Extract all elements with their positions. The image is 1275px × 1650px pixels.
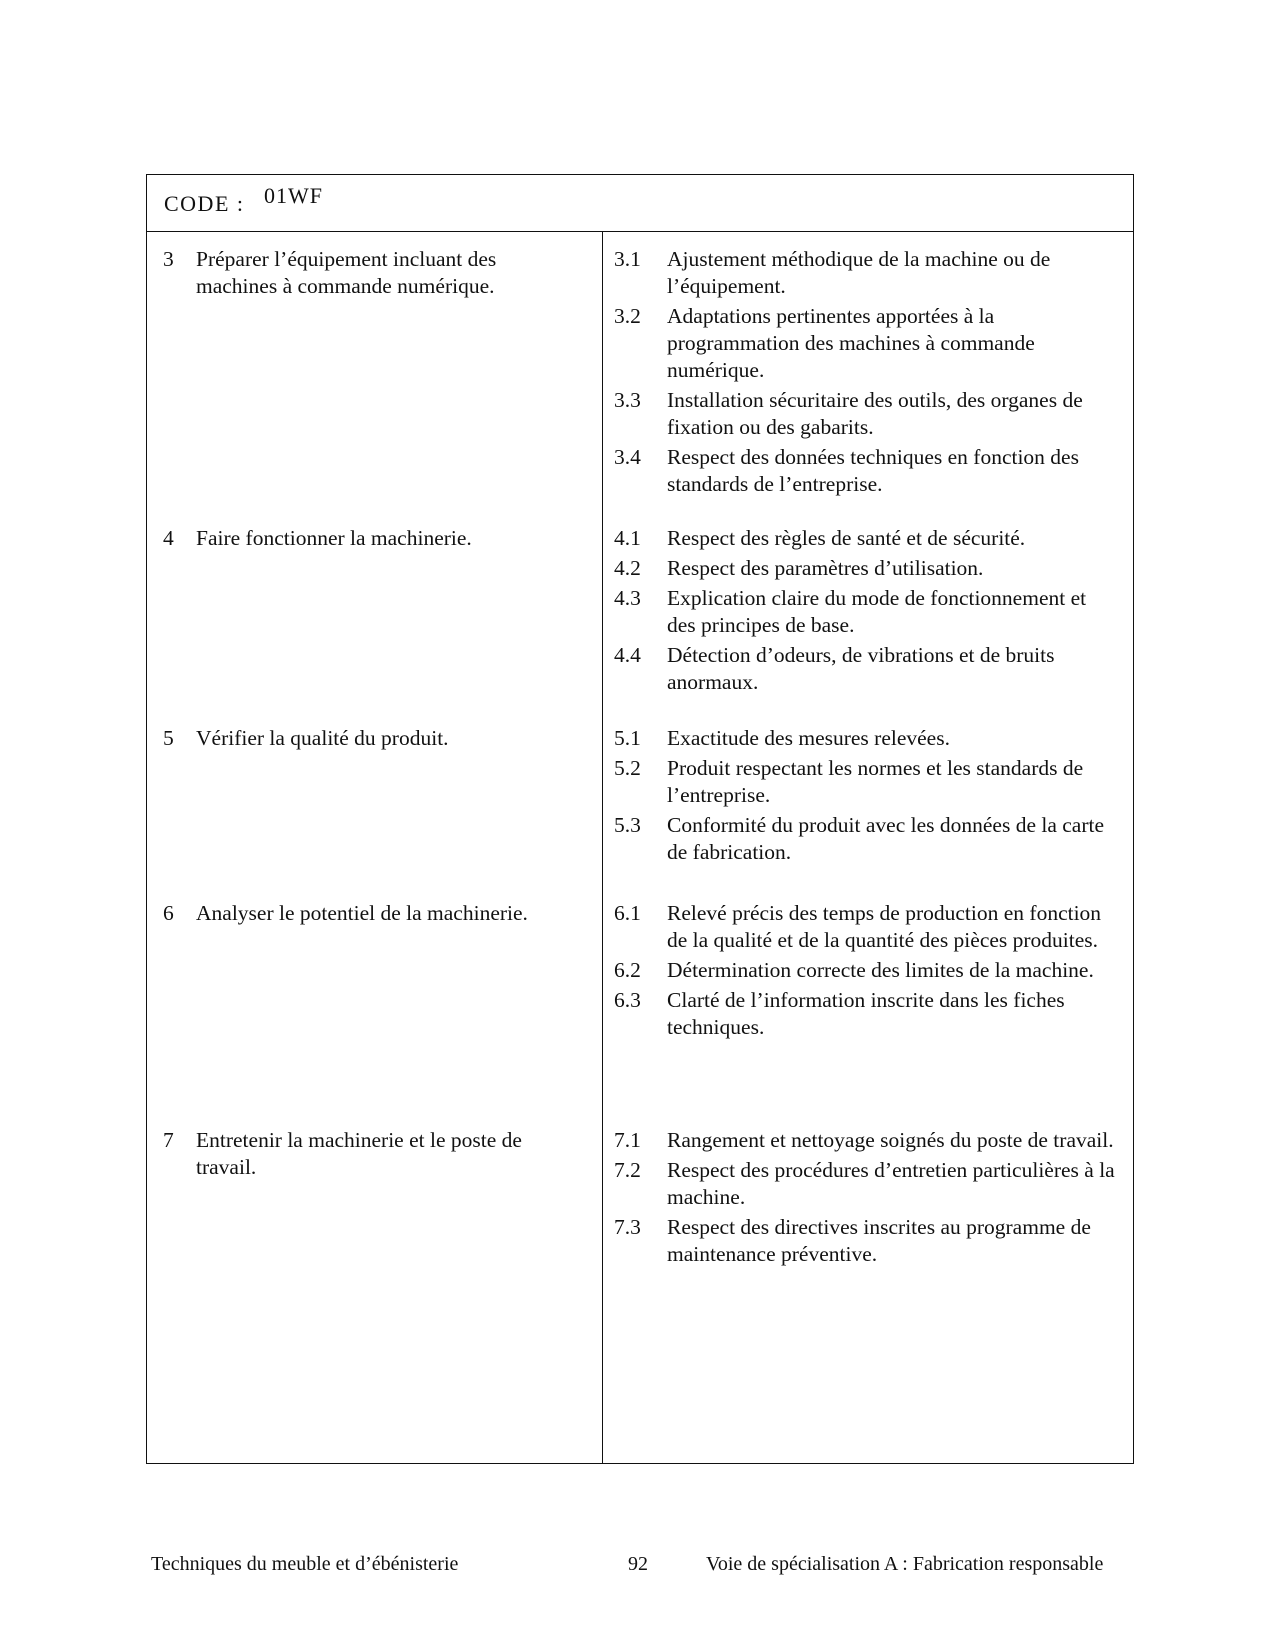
footer-specialization: Voie de spécialisation A : Fabrication responsable [706,1553,1104,1575]
element-number: 4 [163,526,174,550]
criterion-text: Ajustement méthodique de la machine ou de l’équipement. [667,247,1051,298]
performance-criteria [614,246,1119,501]
criterion-number: 3.4 [614,445,641,469]
criterion-text: Respect des directives inscrites au programme de maintenance préventive. [667,1215,1091,1266]
criterion-number: 4.3 [614,586,641,610]
criterion-item [614,1214,1119,1268]
code-label: CODE : [164,191,245,216]
criterion-number: 5.1 [614,726,641,750]
criterion-number: 3.1 [614,247,641,271]
footer-title: Techniques du meuble et d’ébénisterie [151,1553,459,1575]
criterion-number: 6.1 [614,901,641,925]
criterion-number: 7.1 [614,1128,641,1152]
criterion-text: Détection d’odeurs, de vibrations et de bruits anormaux. [667,643,1055,694]
element-text: Entretenir la machinerie et le poste de travail. [196,1128,522,1179]
criterion-text: Exactitude des mesures relevées. [667,726,950,750]
criterion-item [614,585,1119,639]
element-text: Vérifier la qualité du produit. [196,726,449,750]
criterion-text: Respect des procédures d’entretien particulières à la machine. [667,1158,1115,1209]
criterion-text: Respect des paramètres d’utilisation. [667,556,984,580]
criterion-number: 6.3 [614,988,641,1012]
criterion-number: 7.3 [614,1215,641,1239]
criterion-item [614,246,1119,300]
sections [147,175,1133,1463]
criterion-text: Rangement et nettoyage soignés du poste de travail. [667,1128,1114,1152]
criterion-text: Clarté de l’information inscrite dans les fiches techniques. [667,988,1065,1039]
criterion-number: 5.3 [614,813,641,837]
performance-criteria [614,525,1119,699]
criterion-item [614,987,1119,1041]
element-number: 6 [163,901,174,925]
criterion-item [614,555,1119,582]
element-text: Faire fonctionner la machinerie. [196,526,472,550]
criterion-number: 4.1 [614,526,641,550]
criterion-item [614,642,1119,696]
criterion-text: Détermination correcte des limites de la machine. [667,958,1094,982]
criterion-number: 3.2 [614,304,641,328]
criterion-number: 3.3 [614,388,641,412]
footer-page-number: 92 [628,1553,648,1575]
criterion-item [614,755,1119,809]
criterion-text: Relevé précis des temps de production en fonction de la qualité et de la quantité des pièces produites. [667,901,1102,952]
competency-table [146,174,1134,1464]
criterion-text: Respect des règles de santé et de sécurité. [667,526,1026,550]
criterion-item [614,900,1119,954]
criterion-number: 6.2 [614,958,641,982]
code-value: 01WF [264,183,323,208]
criterion-item [614,725,1119,752]
criterion-text: Produit respectant les normes et les standards de l’entreprise. [667,756,1084,807]
criterion-item [614,303,1119,384]
element-number: 3 [163,247,174,271]
criterion-number: 5.2 [614,756,641,780]
criterion-text: Adaptations pertinentes apportées à la programmation des machines à commande numérique. [667,304,1035,382]
performance-criteria [614,725,1119,869]
element-text: Préparer l’équipement incluant des machines à commande numérique. [196,247,497,298]
criterion-item [614,387,1119,441]
criterion-text: Respect des données techniques en fonction des standards de l’entreprise. [667,445,1079,496]
criterion-item [614,1127,1119,1154]
criterion-text: Installation sécuritaire des outils, des organes de fixation ou des gabarits. [667,388,1083,439]
criterion-item [614,957,1119,984]
element-number: 7 [163,1128,174,1152]
criterion-item [614,444,1119,498]
criterion-number: 4.2 [614,556,641,580]
criterion-item [614,1157,1119,1211]
element-text: Analyser le potentiel de la machinerie. [196,901,528,925]
element-number: 5 [163,726,174,750]
criterion-text: Explication claire du mode de fonctionnement et des principes de base. [667,586,1087,637]
criterion-text: Conformité du produit avec les données de la carte de fabrication. [667,813,1105,864]
criterion-item [614,812,1119,866]
criterion-item [614,525,1119,552]
criterion-number: 4.4 [614,643,641,667]
criterion-number: 7.2 [614,1158,641,1182]
performance-criteria [614,1127,1119,1271]
performance-criteria [614,900,1119,1044]
